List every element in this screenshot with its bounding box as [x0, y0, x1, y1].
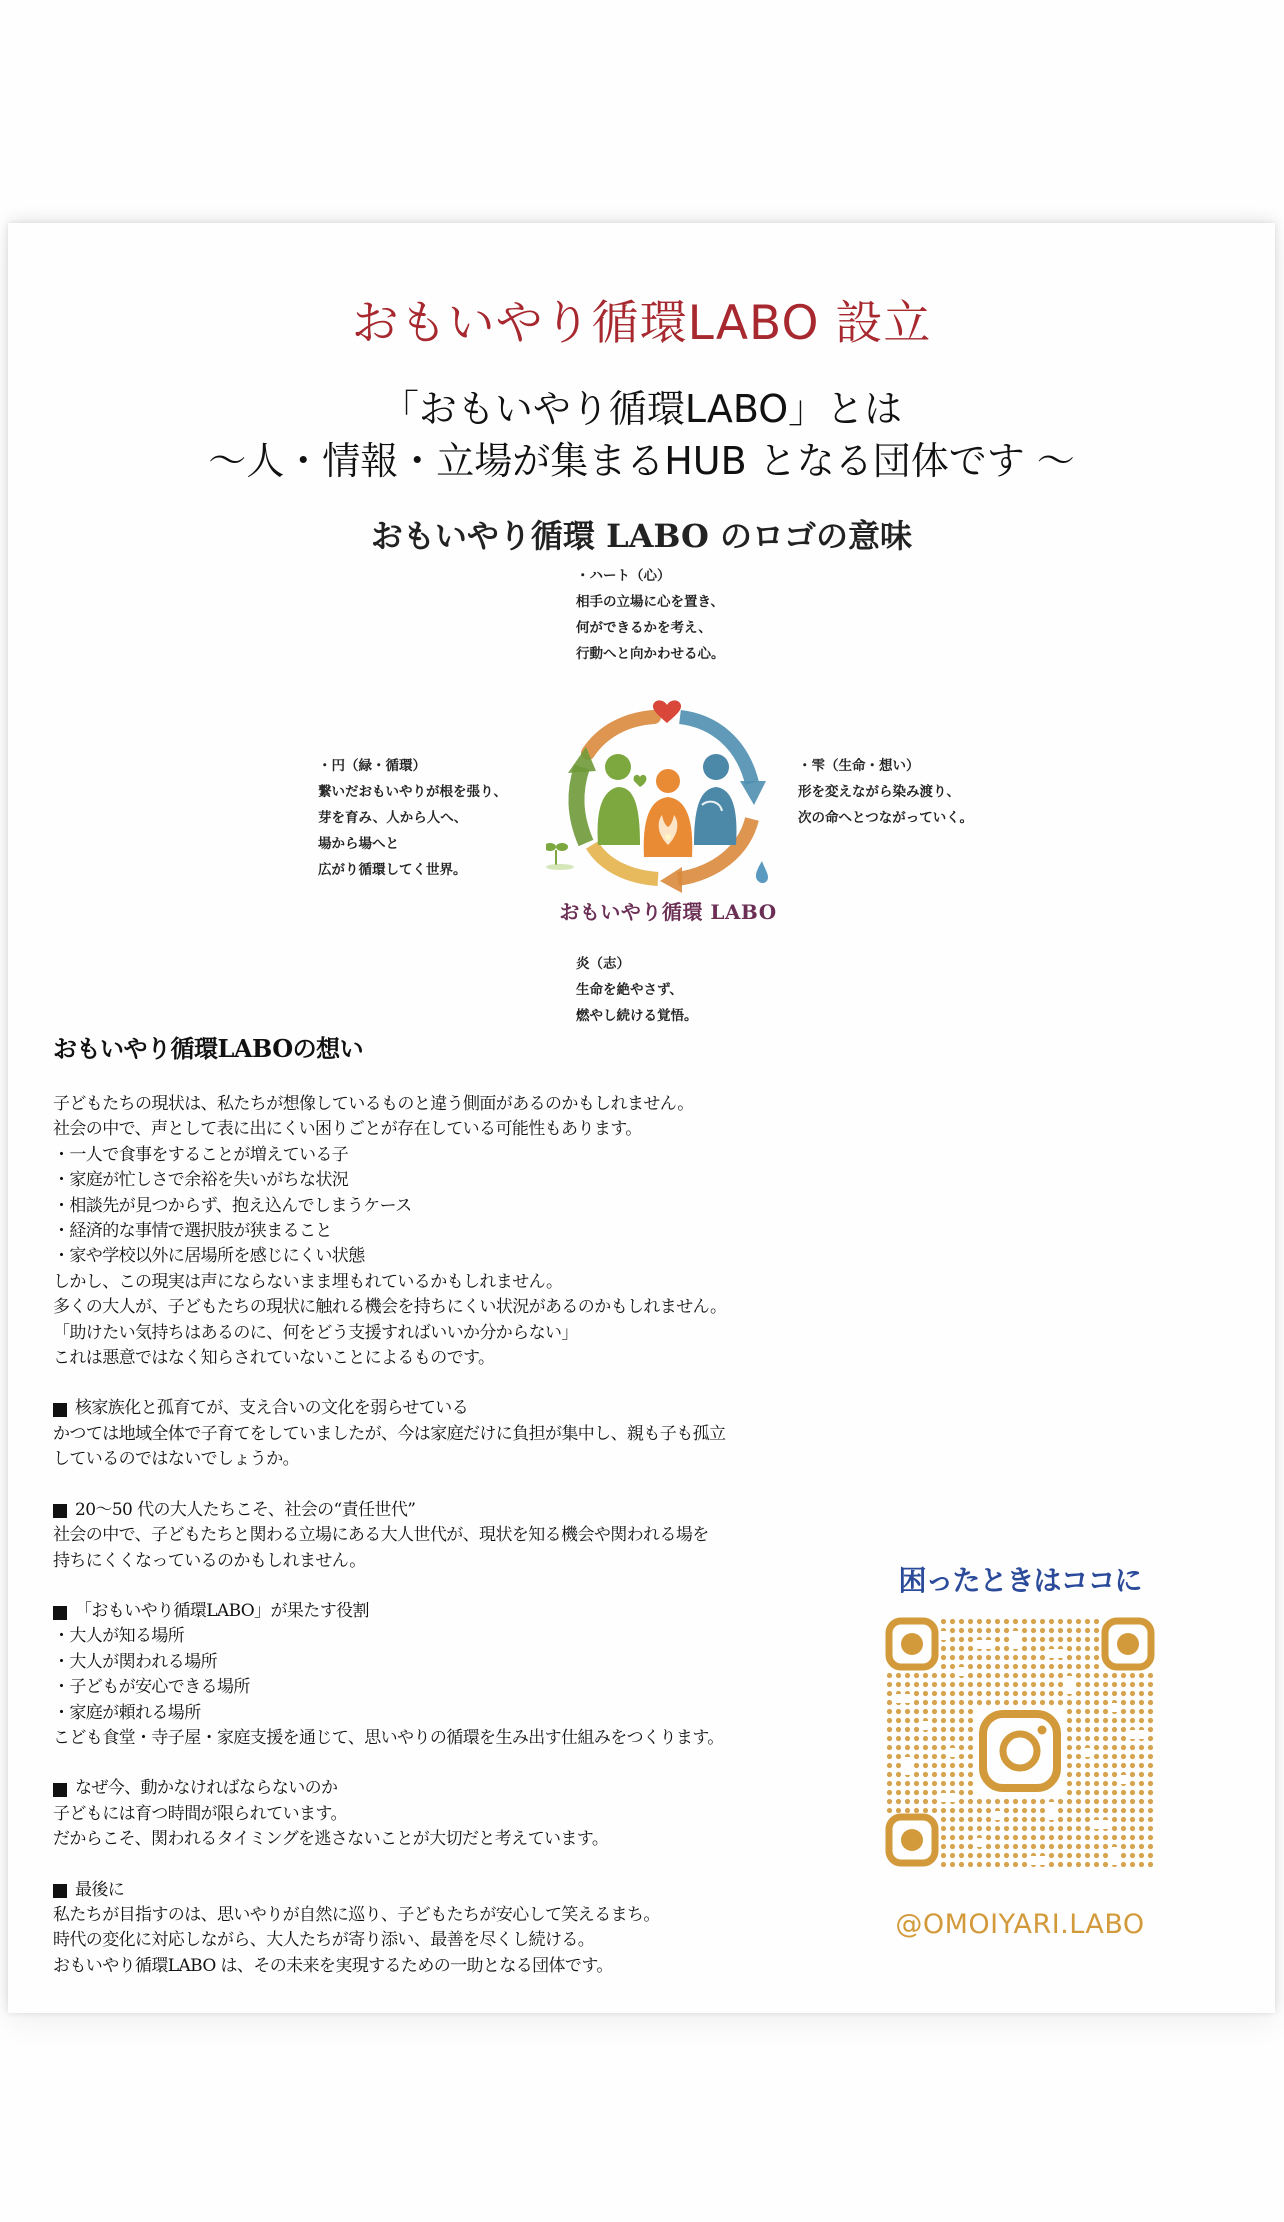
intro-bullet: ・相談先が見つからず、抱え込んでしまうケース: [53, 1195, 412, 1216]
block-heading: 最後に: [75, 1879, 125, 1900]
square-bullet-icon: [53, 1403, 67, 1417]
block-responsible-generation: [53, 1498, 913, 1574]
block-line: 持ちにくくなっているのかもしれません。: [53, 1550, 366, 1571]
block-line: しているのではないでしょうか。: [53, 1449, 299, 1470]
block-line: 時代の変化に対応しながら、大人たちが寄り添い、最善を尽くし続ける。: [53, 1930, 595, 1951]
page-title: おもいやり循環LABO 設立: [351, 296, 932, 351]
square-bullet-icon: [53, 1884, 67, 1898]
block-line: 社会の中で、子どもたちと関わる立場にある大人世代が、現状を知る機会や関われる場を: [53, 1525, 709, 1546]
intro-line: しかし、この現実は声にならないまま埋もれているかもしれません。: [53, 1271, 563, 1292]
circular-arrows-people-logo-icon: [546, 695, 786, 895]
caption-circle-line: 繋いだおもいやりが根を張り、: [318, 784, 507, 800]
block-line: ・大人が知る場所: [53, 1626, 185, 1647]
instagram-handle[interactable]: @OMOIYARI.LABO: [895, 1909, 1145, 1940]
block-line: ・大人が関われる場所: [53, 1651, 217, 1672]
caption-heart: [576, 563, 725, 667]
intro-bullet: ・家や学校以外に居場所を感じにくい状態: [53, 1246, 365, 1267]
block-line: 子どもには育つ時間が限られています。: [53, 1803, 347, 1824]
caption-drop-title: ・雫（生命・想い）: [798, 758, 920, 774]
instagram-qr-section: [870, 1559, 1170, 1940]
instagram-qr-code[interactable]: [885, 1617, 1155, 1885]
intro-line: 多くの大人が、子どもたちの現状に触れる機会を持ちにくい状況があるのかもしれません。: [53, 1297, 727, 1318]
caption-drop: [798, 753, 973, 831]
square-bullet-icon: [53, 1504, 67, 1518]
intro-paragraph: [53, 1092, 913, 1371]
caption-circle-title: ・円（緑・循環）: [318, 758, 426, 774]
intro-line: 子どもたちの現状は、私たちが想像しているものと違う側面があるのかもしれません。: [53, 1094, 694, 1114]
caption-heart-line: 相手の立場に心を置き、: [576, 594, 724, 610]
block-heading: 核家族化と孤育てが、支え合いの文化を弱らせている: [75, 1398, 469, 1419]
subtitle-line-2: ～人・情報・立場が集まるHUB となる団体です ～: [208, 439, 1075, 483]
intro-line: これは悪意ではなく知らされていないことによるものです。: [53, 1348, 495, 1369]
subtitle-line-1: 「おもいやり循環LABO」とは: [380, 387, 903, 431]
flyer-card: [8, 223, 1275, 2013]
intro-line: 社会の中で、声として表に出にくい困りごとが存在している可能性もあります。: [53, 1119, 642, 1140]
caption-drop-line: 次の命へとつながっていく。: [798, 810, 973, 826]
caption-flame-title: 炎（志）: [576, 956, 630, 972]
caption-circle-line: 芽を育み、人から人へ、: [318, 810, 468, 826]
intro-line: 「助けたい気持ちはあるのに、何をどう支援すればいいか分からない」: [53, 1322, 578, 1343]
square-bullet-icon: [53, 1783, 67, 1797]
block-nuclear-family: [53, 1396, 913, 1472]
block-line: だからこそ、関われるタイミングを逃さないことが大切だと考えています。: [53, 1829, 609, 1850]
block-heading: 20～50 代の大人たちこそ、社会の“責任世代”: [75, 1499, 416, 1520]
block-why-now: [53, 1776, 913, 1852]
caption-flame: [576, 951, 698, 1029]
caption-circle: [318, 753, 507, 883]
caption-circle-line: 場から場へと: [318, 836, 399, 852]
subtitle: [8, 383, 1275, 487]
caption-heart-title: ・ハート（心）: [576, 568, 671, 584]
square-bullet-icon: [53, 1606, 67, 1620]
section-title: おもいやり循環LABOの想い: [53, 1034, 364, 1063]
block-line: ・子どもが安心できる場所: [53, 1677, 250, 1698]
block-closing: [53, 1878, 913, 1980]
intro-bullet: ・一人で食事をすることが増えている子: [53, 1144, 349, 1165]
caption-drop-line: 形を変えながら染み渡り、: [798, 784, 960, 800]
body-content: [53, 1029, 913, 1979]
block-line: かつては地域全体で子育てをしていましたが、今は家庭だけに負担が集中し、親も子も孤立: [53, 1423, 726, 1444]
block-line: おもいやり循環LABO は、その未来を実現するための一助となる団体です。: [53, 1955, 613, 1976]
caption-heart-line: 何ができるかを考え、: [576, 620, 712, 636]
intro-bullet: ・経済的な事情で選択肢が狭まること: [53, 1221, 332, 1242]
block-line: ・家庭が頼れる場所: [53, 1702, 201, 1723]
block-heading: なぜ今、動かなければならないのか: [75, 1778, 338, 1799]
caption-flame-line: 生命を絶やさず、: [576, 982, 683, 998]
block-role: [53, 1599, 913, 1751]
logo-name: おもいやり循環 LABO: [559, 900, 777, 924]
block-line: 私たちが目指すのは、思いやりが自然に巡り、子どもたちが安心して笑えるまち。: [53, 1904, 660, 1925]
caption-circle-line: 広がり循環してく世界。: [318, 862, 467, 878]
intro-bullet: ・家庭が忙しさで余裕を失いがちな状況: [53, 1170, 349, 1191]
logo-meaning-heading: おもいやり循環 LABO のロゴの意味: [370, 517, 913, 555]
qr-title: 困ったときはココに: [898, 1564, 1142, 1597]
block-line: こども食堂・寺子屋・家庭支援を通じて、思いやりの循環を生み出す仕組みをつくります。: [53, 1727, 724, 1748]
caption-heart-line: 行動へと向かわせる心。: [576, 646, 725, 662]
block-heading: 「おもいやり循環LABO」が果たす役割: [75, 1600, 369, 1621]
caption-flame-line: 燃やし続ける覚悟。: [576, 1008, 698, 1024]
